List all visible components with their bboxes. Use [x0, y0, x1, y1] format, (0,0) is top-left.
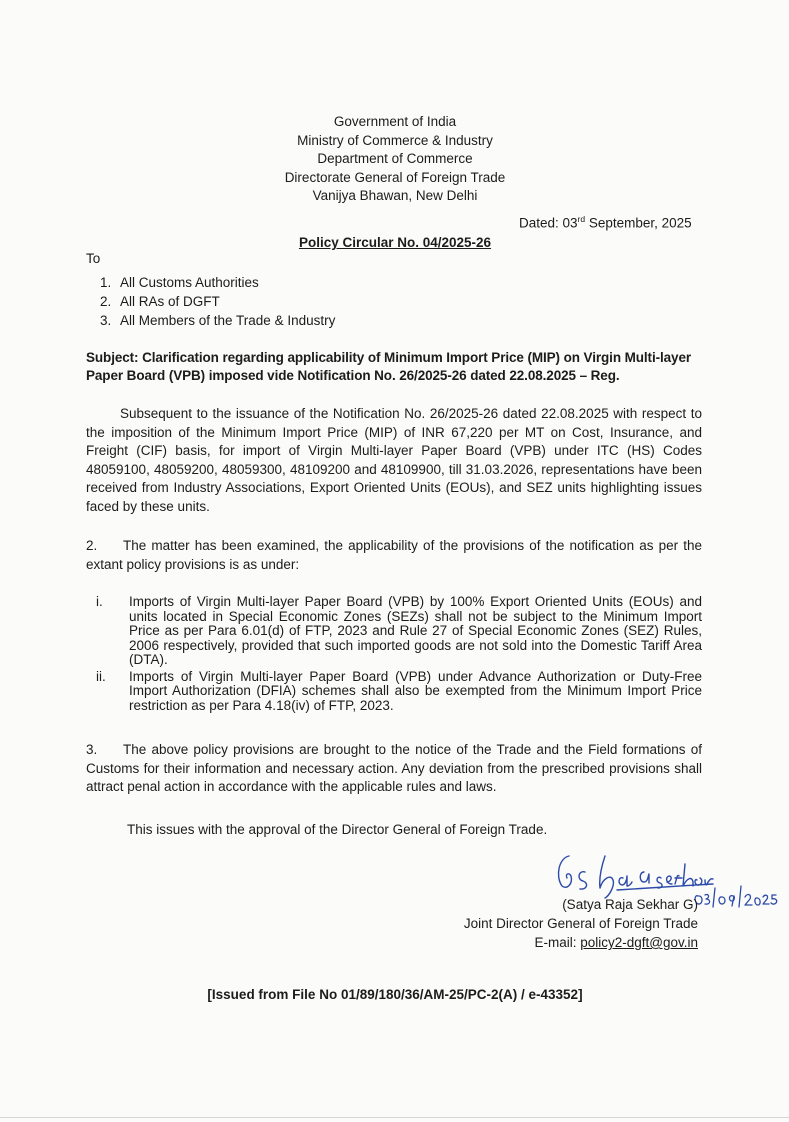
scan-edge-divider — [0, 1117, 789, 1118]
paragraph-text: The matter has been examined, the applicability of the provisions of the notification as per the extant policy provisions is as under: — [86, 538, 702, 572]
signer-name: (Satya Raja Sekhar G) — [562, 897, 698, 912]
list-item — [96, 670, 702, 714]
list-text: All Customs Authorities — [120, 275, 259, 290]
approval-note: This issues with the approval of the Director General of Foreign Trade. — [127, 822, 548, 837]
paragraph-1: Subsequent to the issuance of the Notification No. 26/2025-26 dated 22.08.2025 with respect to the imposition of the Minimum Import Price (MIP) of INR 67,220 per MT on Cost, Insurance, and Freight (CIF) basis, for import of Virgin Multi-layer Paper Board (VPB) under ITC (HS) Codes 48059100, 48059200, 48059300, 48109200 and 48109900, till 31.03.2026, representations have been received from Industry Associations, Export Oriented Units (EOUs), and SEZ units highlighting issues faced by these units. — [86, 406, 702, 514]
list-number: 3. — [100, 313, 112, 328]
paragraph-2 — [86, 537, 702, 574]
list-item — [96, 595, 702, 668]
list-text: Imports of Virgin Multi-layer Paper Board (VPB) by 100% Export Oriented Units (EOUs) and units located in Special Economic Zones (SEZs) shall not be subject to the Minimum Import Price as per Para 6.01(d) of FTP, 2023 and Rule 27 of Special Economic Zones (SEZ) Rules, 2006 respectively, provided that such imported goods are not sold into the Domestic Tariff Area (DTA). — [129, 594, 702, 667]
addressee-list — [100, 273, 335, 330]
signer-block — [430, 895, 698, 952]
letterhead-line: Department of Commerce — [317, 151, 473, 166]
provision-list — [96, 595, 702, 715]
date-suffix: September, 2025 — [585, 215, 692, 231]
letterhead-line: Directorate General of Foreign Trade — [284, 169, 506, 185]
list-number: 2. — [100, 294, 112, 309]
subject-line: Subject: Clarification regarding applicability of Minimum Import Price (MIP) on Virgin Multi-layer Paper Board (VPB) imposed vide Notification No. 26/2025-26 dated 22.08.2025 – Reg. — [86, 350, 692, 383]
letterhead-line: Government of India — [333, 114, 457, 129]
paragraph-number: 3. — [86, 742, 98, 757]
letterhead-line: Ministry of Commerce & Industry — [297, 132, 493, 148]
handwritten-signature — [545, 850, 715, 900]
list-item — [100, 292, 335, 311]
paragraph-number: 2. — [86, 538, 98, 553]
list-text: All RAs of DGFT — [120, 294, 220, 309]
list-number: ii. — [96, 668, 106, 684]
letterhead — [200, 113, 590, 206]
list-text: All Members of the Trade & Industry — [120, 313, 336, 328]
circular-title — [200, 235, 590, 250]
date-prefix: Dated: 03 — [519, 215, 578, 231]
file-reference: [Issued from File No 01/89/180/36/AM-25/PC-2(A) / e-43352] — [207, 987, 583, 1002]
date-ordinal: rd — [577, 214, 586, 224]
list-item — [100, 311, 335, 330]
circular-title-text: Policy Circular No. 04/2025-26 — [298, 235, 492, 250]
letterhead-line: Vanijya Bhawan, New Delhi — [312, 188, 478, 203]
list-number: i. — [96, 594, 103, 609]
paragraph-3 — [86, 741, 702, 797]
paragraph-text: The above policy provisions are brought to the notice of the Trade and the Field formations of Customs for their information and necessary action. Any deviation from the prescribed provisions shall attract penal action in accordance with the applicable rules and laws. — [86, 742, 702, 794]
email-label: E-mail: — [534, 935, 581, 950]
list-item — [100, 273, 335, 292]
email-link[interactable]: policy2-dgft@gov.in — [580, 935, 698, 950]
to-label: To — [86, 251, 101, 266]
list-number: 1. — [100, 275, 112, 290]
signer-designation: Joint Director General of Foreign Trade — [463, 916, 698, 931]
list-text: Imports of Virgin Multi-layer Paper Board (VPB) under Advance Authorization or Duty-Free Import Authorization (DFIA) schemes shall also be exempted from the Minimum Import Price restriction as per Para 4.18(iv) of FTP, 2023. — [129, 668, 702, 713]
date-line — [519, 214, 692, 231]
handwritten-date — [694, 880, 784, 910]
signer-email-line — [430, 933, 698, 952]
